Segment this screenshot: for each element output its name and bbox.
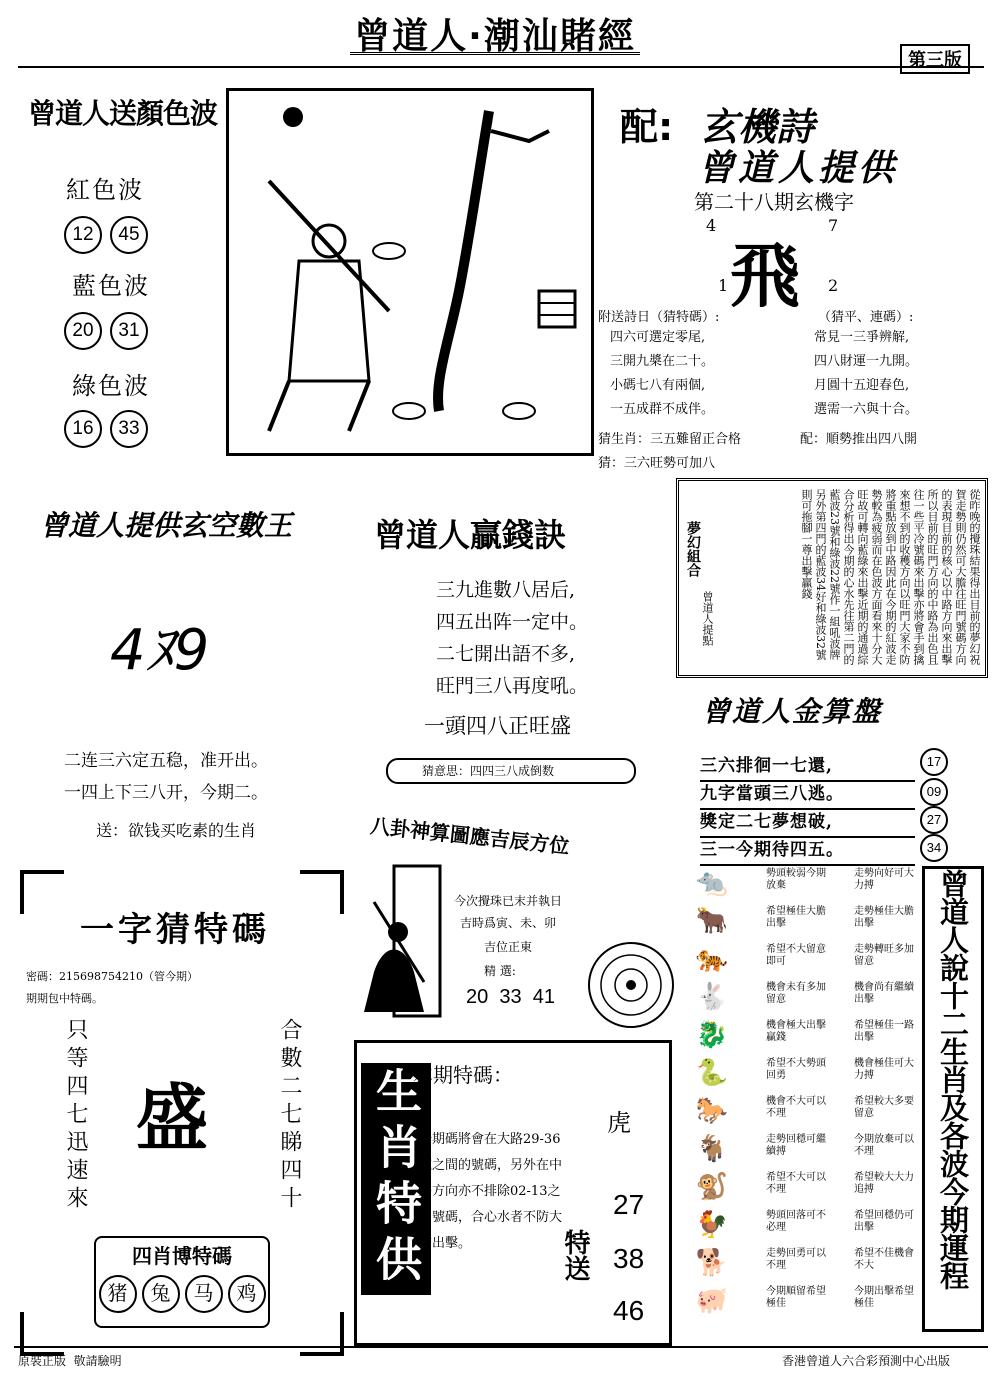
- special-vertical-banner: 生肖特供: [361, 1063, 431, 1295]
- page-title: 曾道人·潮汕賭經: [354, 16, 636, 57]
- special-num: 46: [613, 1295, 645, 1326]
- onechar-corner-tl: [20, 870, 64, 914]
- special-box: [354, 1040, 672, 1346]
- onechar-banner: 一字猜特碼: [80, 910, 270, 950]
- poem-guess-1: 猜生肖：三五難留正合格: [598, 432, 742, 447]
- onechar-left-vertical: 只等四七迅速來: [63, 1018, 88, 1214]
- zodiac-fortune-2: 走勢極佳大膽出擊: [854, 906, 914, 929]
- zodiac-row: [688, 978, 920, 1016]
- zodiac-fortune-2: 走勢向好可大力搏: [854, 868, 914, 891]
- calc-banner: 曾道人金算盤: [702, 695, 883, 728]
- win-banner: 曾道人贏錢訣: [374, 516, 567, 554]
- bagua-line-1: 今次攪珠已末并執日: [454, 894, 563, 908]
- zodiac-fortune-2: 希望較大多要留意: [854, 1096, 914, 1119]
- onechar-corner-tr: [300, 870, 344, 914]
- title-underline: [350, 52, 640, 55]
- header-rule: [18, 66, 984, 68]
- calc-num: 17: [920, 748, 948, 776]
- win-hint-box: [386, 758, 636, 784]
- poem-right-line: 選需一六與十合。: [814, 402, 919, 417]
- zodiac-fortune-2: 希望不佳機會不大: [854, 1248, 914, 1271]
- poem-left-lines: [610, 326, 810, 422]
- farmer-illustration: [229, 91, 591, 453]
- zodiac-fortune-1: 希望不大留意即可: [766, 944, 826, 967]
- poem-guess-1b: 配：順勢推出四八開: [800, 432, 918, 447]
- monkey-icon: 🐒: [695, 1172, 729, 1202]
- blue-num-1: 20: [64, 312, 102, 350]
- win-line: 三九進數八居后,: [436, 579, 576, 601]
- horse-icon: 🐎: [695, 1096, 729, 1126]
- zodiac-fortune-2: 走勢轉旺多加留意: [854, 944, 914, 967]
- four-zodiac-item: 马: [185, 1275, 223, 1313]
- win-last-line: 一頭四八正旺盛: [424, 714, 571, 738]
- green-num-2: 33: [110, 410, 148, 448]
- calc-row-text: 三六排徊一七還,: [700, 756, 833, 776]
- onechar-right-vertical: 合數二七睇四十: [277, 1018, 302, 1214]
- zodiac-fortune-1: 走勢回勇可以不理: [766, 1248, 826, 1271]
- zodiac-row: [688, 1168, 920, 1206]
- special-head: 本期特碼：: [413, 1063, 513, 1087]
- colour-wave-banner: 曾道人送顏色波: [28, 97, 218, 130]
- zodiac-row: [688, 1282, 920, 1320]
- zodiac-row: [688, 1206, 920, 1244]
- onechar-corner-br: [300, 1312, 344, 1356]
- edition-label: 第三版: [900, 44, 970, 74]
- pig-icon: 🐖: [695, 1286, 729, 1316]
- zodiac-row: [688, 1016, 920, 1054]
- zodiac-row: [688, 1244, 920, 1282]
- rabbit-icon: 🐇: [695, 982, 729, 1012]
- four-zodiac-title: 四肖博特碼: [132, 1244, 232, 1268]
- zodiac-fortune-1: 希望不大勢頭回勇: [766, 1058, 826, 1081]
- onechar-secret: 密碼：215698754210（管今期）: [26, 970, 198, 983]
- zodiac-fortune-1: 機會極大出擊贏錢: [766, 1020, 826, 1043]
- green-wave-heading: 綠色波: [72, 372, 150, 400]
- win-hint: 猜意思：四四三八成倒数: [422, 764, 555, 778]
- zodiac-fortune-2: 機會極佳可大力搏: [854, 1058, 914, 1081]
- onechar-big-char: 盛: [136, 1075, 209, 1160]
- win-lines: [436, 574, 588, 702]
- bagua-title: 八卦神算圖應吉辰方位: [369, 813, 571, 859]
- poem-right-line: 常見一三爭辨解,: [814, 330, 910, 345]
- corner-num-bl: 1: [718, 276, 729, 295]
- zodiac-fortune-1: 機會不大可以不理: [766, 1096, 826, 1119]
- four-zodiac-item: 兔: [142, 1275, 180, 1313]
- poem-right-line: 四八財運一九開。: [814, 354, 919, 369]
- warrior-illustration: [354, 862, 446, 1032]
- footer-rule: [14, 1346, 988, 1348]
- calc-num: 27: [920, 806, 948, 834]
- calc-row: [700, 838, 915, 866]
- goat-icon: 🐐: [695, 1134, 729, 1164]
- poem-right-head: （猜平、連碼）:: [818, 310, 914, 325]
- win-line: 旺門三八再度吼。: [436, 675, 589, 697]
- zodiac-row: [688, 1054, 920, 1092]
- calc-row: [700, 810, 915, 838]
- xuankong-line-1: 二连三六定五稳，准开出。: [64, 751, 268, 771]
- special-text: 今期碼將會在大路29-36號之間的號碼，另外在中路方向亦不排除02-13之間號碼，合心水者不防大膽出擊。: [419, 1132, 563, 1251]
- zodiac-fortune-1: 走勢回穩可繼續搏: [766, 1134, 826, 1157]
- poem-guess-2: 猜：三六旺勢可加八: [598, 456, 716, 471]
- rat-icon: 🐀: [695, 868, 729, 898]
- four-zodiac-box: [94, 1236, 270, 1328]
- zodiac-fortune-2: 希望較大大力追搏: [854, 1172, 914, 1195]
- bagua-line-3: 吉位正東: [484, 940, 533, 954]
- zodiac-row: [688, 1130, 920, 1168]
- special-animal: 虎: [607, 1109, 631, 1137]
- footer-right: 香港曾道人六合彩預測中心出版: [782, 1354, 951, 1368]
- calc-row-text: 三一今期待四五。: [700, 840, 844, 860]
- bagua-nums: 20 33 41: [466, 986, 555, 1008]
- poem-left-line: 四六可選定零尾,: [610, 330, 706, 345]
- tiger-icon: 🐅: [695, 944, 729, 974]
- onechar-corner-bl: [20, 1312, 64, 1356]
- xuankong-scribble: 4ﾇ9: [110, 618, 210, 683]
- zodiac-fortune-2: 希望回穩仍可出擊: [854, 1210, 914, 1233]
- win-line: 四五出阵一定中。: [436, 611, 589, 633]
- bagua-line-4: 精 選:: [484, 964, 516, 978]
- special-num: 38: [613, 1243, 645, 1274]
- ox-icon: 🐂: [695, 906, 729, 936]
- poem-right-line: 月圓十五迎春色,: [814, 378, 910, 393]
- xuankong-line-2: 一四上下三八开，今期二。: [64, 783, 268, 803]
- calc-row: [700, 754, 915, 782]
- poem-period: 第二十八期玄機字: [694, 190, 854, 214]
- pei-label: 配:: [620, 105, 674, 149]
- snake-icon: 🐍: [695, 1058, 729, 1088]
- red-wave-heading: 紅色波: [66, 176, 144, 204]
- zodiac-fortune-1: 勢頭回落可不必理: [766, 1210, 826, 1233]
- special-num: 27: [613, 1189, 645, 1220]
- zodiac-fortune-1: 希望不大可以不理: [766, 1172, 826, 1195]
- poem-left-line: 一五成群不成伴。: [610, 402, 715, 417]
- calc-row: [700, 782, 915, 810]
- win-line: 二七開出語不多,: [436, 643, 576, 665]
- calc-row-text: 九字當頭三八逃。: [700, 784, 844, 804]
- poem-title: 玄機詩: [700, 105, 815, 149]
- footer-left: 原裝正版 敬請驗明: [18, 1354, 122, 1368]
- onechar-secret-2: 期期包中特碼。: [26, 992, 103, 1005]
- blue-num-2: 31: [110, 312, 148, 350]
- dream-text: 從昨晚的攪珠結果得出目前的夢幻祝賀走勢則仍然可大膽往旺門號碼方向的表現目前的核心以中路方向來出擊所以目前的旺門方向的中路為出色且往一些平冷號碼來出擊亦將會手到擒來想不到的收穫方向以旺門大家不防將重點放到中路因此在今期的紅波走勢較為疲弱而在色波方面看來十分大旺故可轉向藍綠來出擊近期的通過綜合分析得出今期的心水先往第二門的藍波23號和綠波22號作一組吼波牌另外第四門的藍波34好和綠波32號則可拖腳一尊出擊贏錢: [800, 489, 981, 665]
- zodiac-vertical-title: 曾道人說十二生肖及各波今期運程: [936, 869, 970, 1289]
- rooster-icon: 🐓: [695, 1210, 729, 1240]
- dream-title: 夢幻組合: [685, 521, 701, 577]
- calc-num: 34: [920, 834, 948, 862]
- calc-num: 09: [920, 778, 948, 806]
- dream-sign: 曾道人提點: [701, 591, 714, 646]
- poem-left-line: 三開九槳在二十。: [610, 354, 715, 369]
- xuankong-banner: 曾道人提供玄空數王: [40, 509, 293, 542]
- corner-num-tr: 7: [828, 216, 839, 235]
- special-send: 特送: [560, 1229, 590, 1281]
- zodiac-fortune-2: 希望極佳一路出擊: [854, 1020, 914, 1043]
- red-num-1: 12: [64, 216, 102, 254]
- green-num-1: 16: [64, 410, 102, 448]
- zodiac-fortune-1: 希望極佳大膽出擊: [766, 906, 826, 929]
- calc-row-text: 獎定二七夢想破,: [700, 812, 833, 832]
- zodiac-row: [688, 1092, 920, 1130]
- four-zodiac-item: 鸡: [228, 1275, 266, 1313]
- zodiac-fortune-2: 今期出擊希望極佳: [854, 1286, 914, 1309]
- zodiac-fortune-1: 機會未有多加留意: [766, 982, 826, 1005]
- four-zodiac-list: [96, 1275, 268, 1313]
- corner-num-br: 2: [828, 276, 839, 295]
- blue-wave-heading: 藍色波: [72, 272, 150, 300]
- zodiac-row: [688, 864, 920, 902]
- poem-big-char: 飛: [730, 234, 800, 317]
- poem-left-line: 小碼七八有兩個,: [610, 378, 706, 393]
- poem-left-head: 附送詩日（猜特碼）:: [598, 310, 720, 325]
- dragon-icon: 🐉: [695, 1020, 729, 1050]
- zodiac-fortune-1: 勢頭較弱今期放棄: [766, 868, 826, 891]
- corner-num-tl: 4: [706, 216, 717, 235]
- bagua-line-2: 吉時爲寅、未、卯: [460, 916, 557, 930]
- zodiac-row: [688, 940, 920, 978]
- poem-right-lines: [814, 326, 984, 422]
- bagua-wheel: [586, 940, 676, 1030]
- four-zodiac-item: 猪: [99, 1275, 137, 1313]
- dream-box: [676, 478, 988, 678]
- illustration-frame: [226, 88, 594, 456]
- zodiac-row: [688, 902, 920, 940]
- zodiac-fortune-2: 今期放棄可以不理: [854, 1134, 914, 1157]
- xuankong-line-3: 送：欲钱买吃素的生肖: [96, 821, 257, 840]
- dog-icon: 🐕: [695, 1248, 729, 1278]
- zodiac-fortune-2: 機會尚有繼續出擊: [854, 982, 914, 1005]
- zodiac-fortune-1: 今期順留希望極佳: [766, 1286, 826, 1309]
- zodiac-vertical-title-box: [922, 866, 984, 1332]
- red-num-2: 45: [110, 216, 148, 254]
- poem-provider: 曾道人提供: [698, 148, 899, 189]
